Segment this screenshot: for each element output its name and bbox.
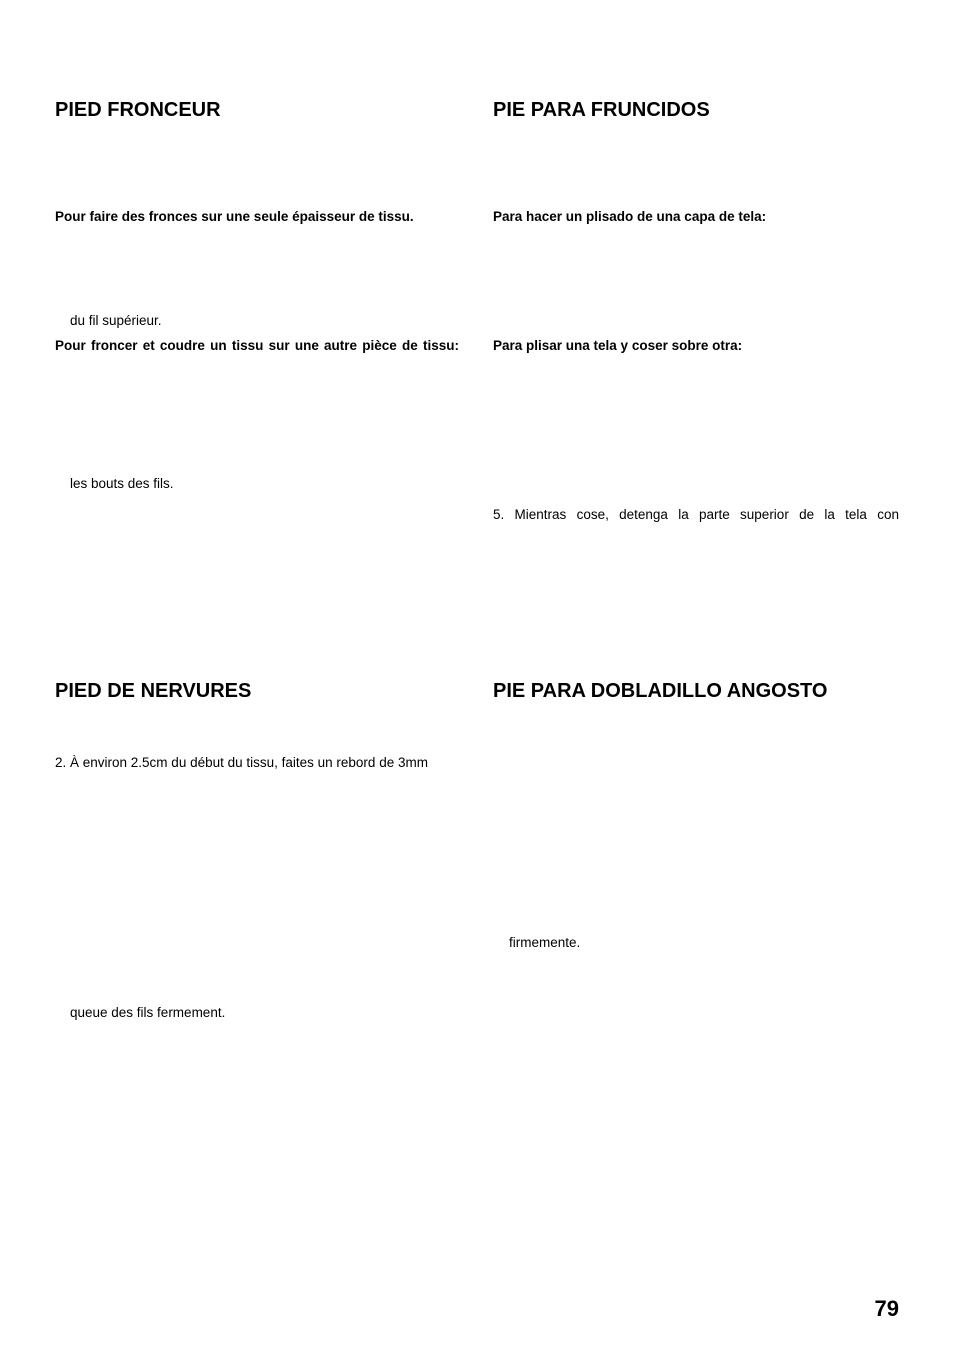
page-number: 79 (874, 1296, 899, 1321)
section-heading-pie-para-fruncidos: PIE PARA FRUNCIDOS (493, 99, 710, 121)
section-heading-pie-para-dobladillo-angosto: PIE PARA DOBLADILLO ANGOSTO (493, 680, 828, 702)
instruction-intro-single-layer: Pour faire des fronces sur une seule épaisseur de tissu. (55, 209, 414, 224)
text-fragment-thread-tail: queue des fils fermement. (70, 1005, 226, 1020)
text-fragment-thread-ends: les bouts des fils. (70, 476, 174, 491)
section-heading-pied-fronceur: PIED FRONCEUR (55, 99, 221, 121)
section-heading-pied-de-nervures: PIED DE NERVURES (55, 680, 252, 702)
instruction-intro-gather-and-sew: Pour froncer et coudre un tissu sur une autre pièce de tissu: (55, 338, 459, 353)
step-2-fold-edge: 2. À environ 2.5cm du début du tissu, faites un rebord de 3mm (55, 755, 428, 770)
instruction-intro-plisar-y-coser: Para plisar una tela y coser sobre otra: (493, 338, 743, 353)
instruction-intro-una-capa: Para hacer un plisado de una capa de tela: (493, 209, 767, 224)
step-5-hold-fabric: 5. Mientras cose, detenga la parte superior de la tela con (493, 507, 899, 522)
text-fragment-upper-thread: du fil supérieur. (70, 313, 162, 328)
text-fragment-firmemente: firmemente. (509, 935, 581, 950)
